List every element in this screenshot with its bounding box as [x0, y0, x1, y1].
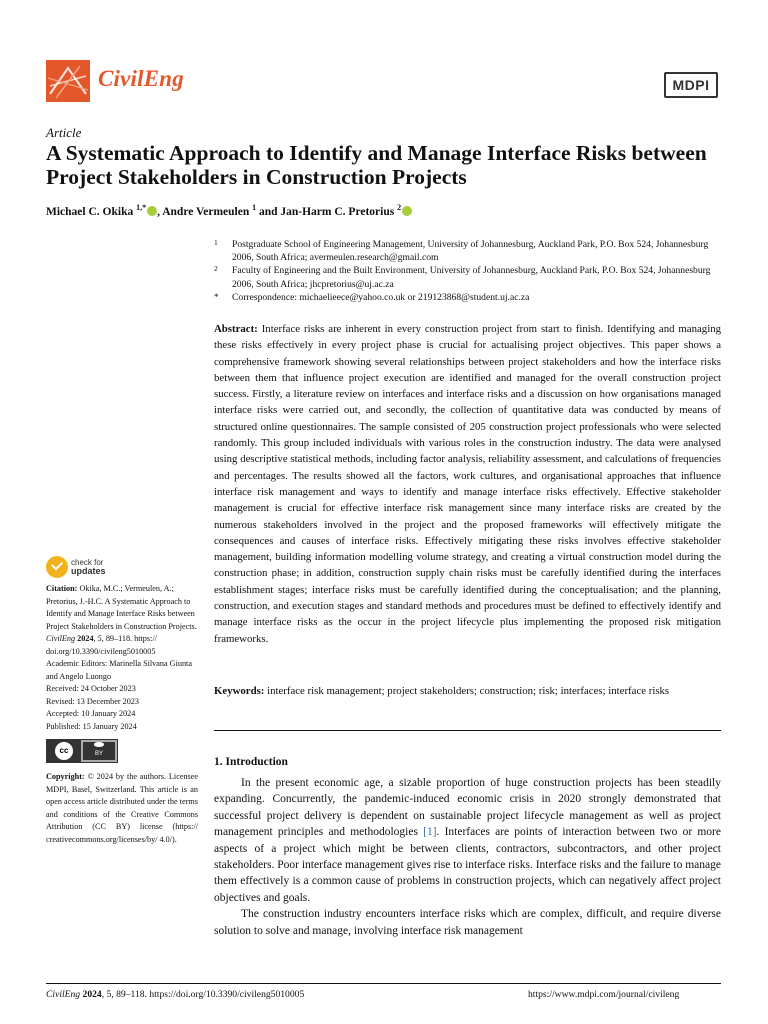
affiliation-text: Postgraduate School of Engineering Management, University of Johannesburg, Auckland Park, P.O. Box 524, Johannesburg 2006, South Africa; avermeulen.research@gmail.com: [232, 239, 709, 264]
paragraph: The construction industry encounters interface risks which are complex, difficult, and require diverse solution to solve and manage, involving interface risk management: [214, 908, 721, 937]
footer-divider: [46, 983, 721, 984]
abstract-label: Abstract:: [214, 323, 258, 335]
affiliation-item: [214, 238, 724, 264]
author-affiliation-mark: 1: [252, 203, 257, 212]
paragraph-text: . Interfaces are points of interaction between two or more aspects of a project which might be between clients, contractors, subcontractors, and other project stakeholders. Poor interface management gives rise to interface risks. Interface risks and the failure to manage them effectively is a common cause of problems in construction projects, which can negatively affect project objectives and goals.: [214, 826, 721, 904]
publisher-name: MDPI: [664, 72, 718, 98]
footer-journal-url[interactable]: https://www.mdpi.com/journal/civileng: [528, 989, 680, 1000]
copyright-label: Copyright:: [46, 772, 85, 781]
accepted-date: Accepted: 10 January 2024: [46, 709, 136, 718]
citation-label: Citation:: [46, 584, 78, 593]
keywords-text: interface risk management; project stakeholders; construction; risk; interfaces; interface risks: [267, 685, 670, 697]
correspondence-text[interactable]: Correspondence: michaelieece@yahoo.co.uk or 219123868@student.uj.ac.za: [232, 291, 530, 303]
affiliation-item: [214, 264, 724, 290]
revised-date: Revised: 13 December 2023: [46, 696, 139, 706]
journal-logo-icon: [46, 60, 90, 102]
citation-link[interactable]: [1]: [423, 826, 437, 839]
abstract-text: Interface risks are inherent in every construction project from start to finish. Identifying and managing these risks effectively in every project phase is crucial for actualising project objectives. This paper shows a comprehensive framework showing several relationships between project stakeholders and how the interface risks between them that influence project execution are identified and managed for the overall construction project success. Firstly, a literature review on interfaces and interface risks and a discussion on how organisations managed interface risks were carried out, and secondly, the collection of quantitative data was conducted by means of structured online questionnaires. The sample consisted of 205 construction project professionals who were selected randomly. This group included individuals with various roles in the construction industry. The data were analysed using descriptive statistical methods, including factor analysis, reliability assessment, and calculations of frequencies and percentages. The results showed all the factors, work cultures, and organisational approaches that influence interface risk management and ways to identify and manage interface risks effectively. Effective stakeholder management is crucial for effective interface risk management since many interface risks are created by the numerous stakeholders involved in the project and the proposed frameworks will effectively mitigate the consequences and causes of interface risks. Effectively mitigating these risks involves effective stakeholder management, building information modelling volume strategy, and creating a virtual construction model during the construction phase; in addition, construction supply chain risks must be carefully identified during the interfaces establishment stages; interface risks must be carefully identified during the conceptualisation; and the planning, construction, and execution stages and standard methods and procedures must be defined to effectively identify and manage interface risks as the occur in the project lifecycle plus implementing the proposed risk mitigation frameworks.: [214, 323, 721, 645]
check-for-updates-label: [71, 558, 106, 576]
citation-text: Okika, M.C.; Vermeulen, A.; Pretorius, J.-H.C. A Systematic Approach to Identify and Manage Interface Risks between Project Stakeholders in Construction Projects.: [46, 584, 197, 631]
check-for-updates-button[interactable]: [46, 556, 106, 578]
citation-journal: CivilEng: [46, 634, 76, 643]
footer-doi[interactable]: , 5, 89–118. https://doi.org/10.3390/civileng5010005: [101, 989, 305, 1000]
author-list: [46, 203, 412, 218]
citation-doi-link[interactable]: doi.org/10.3390/civileng5010005: [46, 646, 156, 656]
section-divider: [214, 730, 721, 731]
footer-citation: [46, 989, 304, 1000]
cc-icon: [47, 740, 81, 762]
author-name[interactable]: Michael C. Okika: [46, 205, 134, 218]
cc-by-license-badge[interactable]: [46, 739, 118, 763]
author-conjunction: and: [256, 205, 281, 218]
check-updates-line: updates: [71, 566, 106, 576]
sidebar: [46, 583, 198, 846]
affiliation-mark: 2: [214, 264, 218, 274]
article-title: A Systematic Approach to Identify and Manage Interface Risks between Project Stakeholders in Construction Projects: [46, 141, 707, 189]
footer-year: 2024: [82, 989, 102, 1000]
author-separator: ,: [157, 205, 163, 218]
section-heading: 1. Introduction: [214, 756, 288, 768]
orcid-icon[interactable]: [402, 206, 412, 216]
paragraph: [214, 775, 721, 906]
paragraph-text: In the present economic age, a sizable proportion of huge construction projects has been steadily expanding. Concurrently, the pandemic-induced economic crisis in 2020 strongly demonstrated that successful project delivery is dependent on sustainable project lifecycle management as well as project management principles and methodologies: [214, 777, 721, 839]
introduction-body: [214, 775, 721, 939]
check-updates-line: check for: [71, 558, 104, 567]
keywords-label: Keywords:: [214, 685, 265, 697]
author-affiliation-mark: 2: [397, 203, 402, 212]
by-icon-label: BY: [94, 750, 103, 757]
citation-pages: , 89–118. https://: [101, 634, 157, 643]
affiliations: [214, 238, 724, 304]
cc-icon-label: cc: [55, 742, 73, 760]
by-icon: [83, 742, 115, 760]
affiliation-mark: *: [214, 291, 219, 302]
affiliation-text: Faculty of Engineering and the Built Environment, University of Johannesburg, Auckland Park, P.O. Box 524, Johannesburg 2006, South Africa; jhcpretorius@uj.ac.za: [232, 265, 711, 290]
copyright-text: © 2024 by the authors. Licensee MDPI, Basel, Switzerland. This article is an open access article distributed under the terms and conditions of the Creative Commons Attribution (CC BY) license (https:// creativecommons.org/licenses/by/ 4.0/).: [46, 772, 199, 844]
orcid-icon[interactable]: [147, 206, 157, 216]
citation-year: 2024: [77, 634, 94, 643]
citation-volume: 5: [97, 634, 102, 643]
copyright-notice: [46, 771, 198, 846]
published-date: Published: 15 January 2024: [46, 721, 137, 731]
citation: Citation: Okika, M.C.; Vermeulen, A.; Pretorius, J.-H.C. A Systematic Approach to Identify and Manage Interface Risks between Project Stakeholders in Construction Projects. CivilEng 2024, 5, 89–118. https:// doi.org/10.3390/civileng5010005: [46, 584, 197, 656]
article-type: Article: [46, 125, 82, 140]
publisher-logo: [664, 72, 718, 98]
abstract: [214, 321, 721, 647]
academic-editors: Academic Editors: Marinella Silvana Giunta and Angelo Luongo: [46, 659, 192, 681]
author-name[interactable]: Andre Vermeulen: [162, 205, 250, 218]
received-date: Received: 24 October 2023: [46, 684, 136, 693]
affiliation-item: [214, 291, 724, 304]
keywords: [214, 683, 721, 699]
person-icon: [94, 742, 104, 747]
author-name[interactable]: Jan-Harm C. Pretorius: [280, 205, 395, 218]
footer-journal: CivilEng: [46, 989, 81, 1000]
journal-name: CivilEng: [98, 66, 184, 91]
author-affiliation-mark: 1,*: [136, 203, 147, 212]
affiliation-mark: 1: [214, 238, 218, 247]
check-icon: [46, 556, 68, 578]
